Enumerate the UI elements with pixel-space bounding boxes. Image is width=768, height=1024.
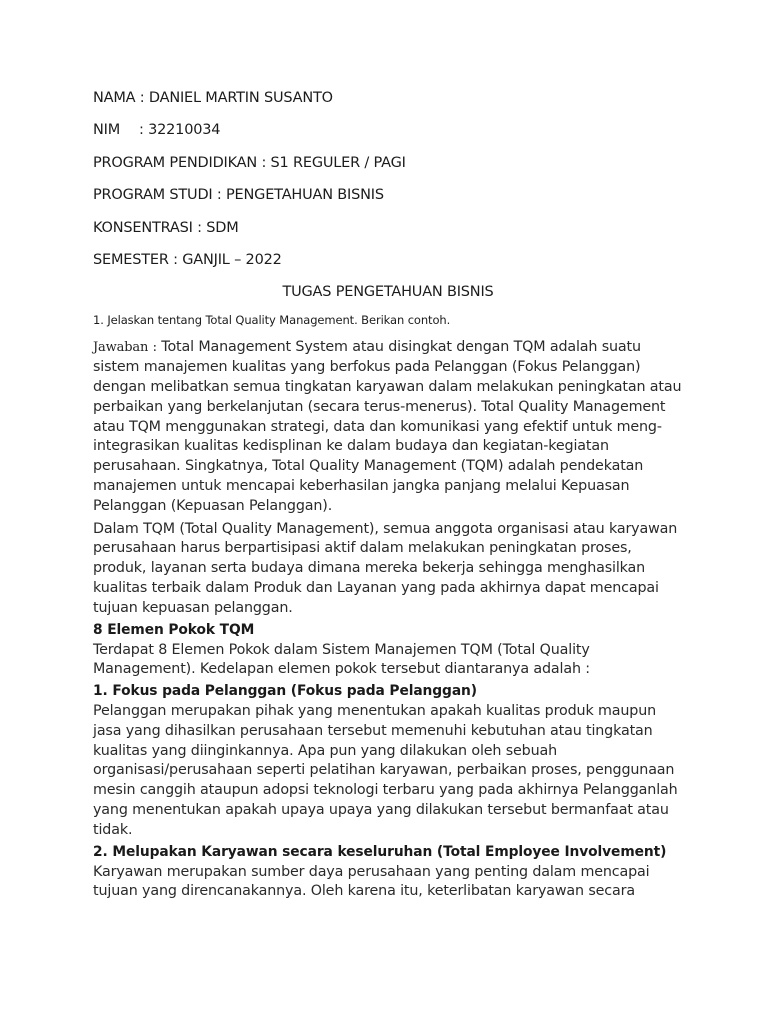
program-studi: PROGRAM STUDI : PENGETAHUAN BISNIS (93, 187, 384, 204)
answer-paragraph-2: Dalam TQM (Total Quality Management), semua anggota organisasi atau karyawan perusahaan harus berpartisipasi aktif dalam melakukan peningkatan proses, produk, layanan serta budaya dimana mereka bekerja sehingga menghasilkan kualitas terbaik dalam Produk dan Layanan yang pada akhirnya dapat mencapai tujuan kepuasan pelanggan. (93, 520, 678, 616)
answer-separator: : (152, 340, 157, 356)
document-page (93, 88, 683, 902)
section-intro: Terdapat 8 Elemen Pokok dalam Sistem Manajemen TQM (Total Quality Management). Kedelapan elemen pokok tersebut diantaranya adalah : (93, 641, 590, 678)
answer-text-1: Total Management System atau disingkat dengan TQM adalah suatu sistem manajemen kualitas yang berfokus pada Pelanggan (Fokus Pelanggan) dengan melibatkan semua tingkatan karyawan dalam melakukan peningkatan atau perbaikan yang berkelanjutan (secara terus-menerus). Total Quality Management atau TQM menggunakan strategi, data dan komunikasi yang efektif untuk meng-integrasikan kualitas kedisplinan ke dalam budaya dan kegiatan-kegiatan perusahaan. Singkatnya, Total Quality Management (TQM) adalah pendekatan manajemen untuk mencapai keberhasilan jangka panjang melalui Kepuasan Pelanggan (Kepuasan Pelanggan). (93, 339, 682, 514)
question-1: 1. Jelaskan tentang Total Quality Management. Berikan contoh. (93, 313, 451, 328)
element-2-text: Karyawan merupakan sumber daya perusahaan yang penting dalam mencapai tujuan yang direncanakannya. Oleh karena itu, keterlibatan karyawan secara (93, 863, 650, 900)
answer-label: Jawaban (93, 340, 149, 356)
semester: SEMESTER : GANJIL – 2022 (93, 251, 282, 268)
answer-paragraph-1 (93, 338, 683, 516)
student-name: NAMA : DANIEL MARTIN SUSANTO (93, 90, 333, 106)
konsentrasi: KONSENTRASI : SDM (93, 219, 239, 236)
document-title: TUGAS PENGETAHUAN BISNIS (282, 284, 494, 301)
nim-label: NIM (93, 122, 121, 139)
element-1-text: Pelanggan merupakan pihak yang menentukan apakah kualitas produk maupun jasa yang dihasilkan perusahaan tersebut memenuhi kebutuhan atau tingkatan kualitas yang diinginkannya. Apa pun yang dilakukan oleh sebuah organisasi/perusahaan seperti pelatihan karyawan, perbaikan proses, penggunaan mesin canggih ataupun adopsi teknologi terbaru yang pada akhirnya Pelangganlah yang menentukan apakah upaya upaya yang dilakukan tersebut bermanfaat atau tidak. (93, 703, 678, 838)
nim-value: : 32210034 (139, 122, 221, 139)
section-heading: 8 Elemen Pokok TQM (93, 621, 255, 638)
student-nim (93, 120, 683, 140)
program-pendidikan: PROGRAM PENDIDIKAN : S1 REGULER / PAGI (93, 154, 406, 171)
element-1-heading: 1. Fokus pada Pelanggan (Fokus pada Pelanggan) (93, 683, 477, 700)
element-2-heading: 2. Melupakan Karyawan secara keseluruhan (Total Employee Involvement) (93, 843, 667, 860)
